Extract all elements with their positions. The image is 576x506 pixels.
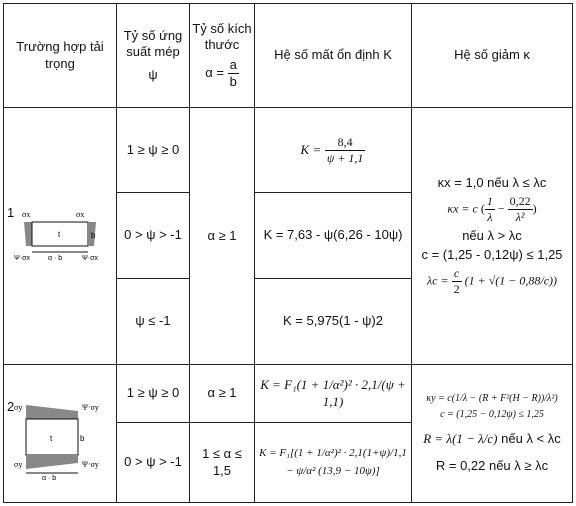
case2-label-t: t [50,434,53,443]
case1-k-2: K = 7,63 - ψ(6,26 - 10ψ) [255,193,412,279]
case1-psi-2: 0 > ψ > -1 [117,193,190,279]
case1-kappa-a-num: 1 [486,193,493,208]
case2-psi-2: 0 > ψ > -1 [117,423,190,503]
case1-stress-left [24,222,32,246]
case1-kappa-frac-a [485,194,495,225]
case1-kappa-line4: c = (1,25 - 0,12ψ) ≤ 1,25 [421,247,563,263]
case1-kappa-cell [412,108,573,365]
header-row [4,4,573,108]
header-buckling-factor: Hệ số mất ổn định K [255,4,412,108]
case1-kappa-prefix: κx = c [447,201,478,216]
case2-diagram-cell [4,365,117,503]
case1-kappa-line2: κx = c ( $\frac{1}{\lambda}$ − $\frac{0,22}{\text{λ²}}$ ) [447,193,537,224]
case1-lambda-body: (1 + √(1 − 0,88/c)) [464,273,558,288]
case1-k1-num: 8,4 [325,135,366,151]
case2-sigma-br: Ψ·σy [82,460,99,469]
case1-k-1 [255,108,412,193]
case1-label-t: t [58,230,61,239]
case1-lambda-frac [452,266,462,297]
case2-bottom-mid: α · b [42,475,57,481]
case1-lambda-den: 2 [453,282,460,297]
case1-kappa-b-den: λ² [515,209,525,224]
case1-k1-prefix: K = [300,141,322,157]
case2-r-condition: nếu λ < λc [501,431,561,447]
case1-diagram-cell [4,108,117,365]
case1-psi-1: 1 ≥ ψ ≥ 0 [117,108,190,193]
case2-number: 2 [7,399,15,414]
case2-sigma-tl: σy [14,403,23,412]
case1-bottom-left: Ψ·σx [14,255,30,262]
case1-psi-3: ψ ≤ -1 [117,279,190,365]
case1-lambda-num: c [452,266,462,282]
case1-label-b: b [91,231,96,240]
case1-lambda-prefix: λc = [426,273,449,288]
header-stress-ratio [117,4,190,108]
case1-load-diagram [14,208,114,268]
case2-k-2 [255,423,412,503]
case1-kappa-line5 [412,266,572,297]
case2-kappa-line2: c = (1,25 − 0,12ψ) ≤ 1,25 [440,408,544,420]
case1-kappa-line3: nếu λ > λc [462,227,522,243]
case2-k2-line1: K = F₁[(1 + 1/α²)² · 2,1(1+ψ)/1,1 [259,446,407,459]
header-reduction-factor: Hệ số giảm κ [412,4,573,108]
alpha-numerator: a [228,57,239,74]
case1-kappa-frac-b [508,194,533,225]
case2-k-1: K = F₁(1 + 1/α²)² · 2,1/(ψ + 1,1) [255,365,412,423]
case2-row1 [4,365,573,423]
case1-kappa-b-num: 0,22 [509,193,531,208]
case1-bottom-mid: α · b [48,255,63,262]
header-aspect-ratio [190,4,255,108]
case2-label-b: b [80,434,85,443]
case1-sigma-right: σx [76,210,85,219]
case2-r-formula: R = λ(1 − λ/c) [423,431,498,447]
case1-sigma-left: σx [22,210,31,219]
header-psi-symbol: ψ [148,66,158,82]
case2-stress-bottom [26,455,78,469]
case2-sigma-tr: Ψ·σy [82,403,99,412]
case2-kappa-line1: κy = c(1/λ − (R + F²(H − R))/λ²) [426,393,558,405]
case1-kappa-minus: − [497,201,505,216]
case1-row1 [4,108,573,193]
case2-stress-top [26,405,78,419]
case2-kappa-cell [412,365,573,503]
header-load-case: Trường hợp tải trọng [4,4,117,108]
case1-alpha: α ≥ 1 [190,108,255,365]
case1-k1-fraction [325,135,366,166]
case1-kappa-line1: κx = 1,0 nếu λ ≤ λc [437,174,547,190]
alpha-denominator: b [229,74,237,90]
case2-alpha-1: α ≥ 1 [190,365,255,423]
case2-kappa-line4: R = 0,22 nếu λ ≥ λc [435,457,549,473]
case2-kappa-line3 [412,431,572,447]
case1-number: 1 [7,205,15,220]
header-aspect-ratio-text: Tỷ số kích thước [192,20,252,52]
header-stress-ratio-text: Tỷ số ứng suất mép [123,28,183,60]
alpha-fraction [228,57,239,91]
case2-load-diagram [8,401,112,481]
case1-k1-den: ψ + 1,1 [326,150,364,165]
case2-alpha-2 [190,423,255,503]
case2-alpha-line1: 1 ≤ α ≤ [202,446,242,462]
case2-sigma-bl: σy [14,460,23,469]
header-alpha-formula [190,57,254,91]
case2-alpha-line2: 1,5 [212,462,232,478]
case1-bottom-right: Ψ·σx [82,255,98,262]
alpha-label: α = [205,65,224,81]
case1-k-3: K = 5,975(1 - ψ)2 [255,279,412,365]
case1-kappa-a-den: λ [487,209,493,224]
case2-k2-line2: − ψ/α² (13,9 − 10ψ)] [286,464,380,477]
case2-psi-1: 1 ≥ ψ ≥ 0 [117,365,190,423]
stability-table [3,3,573,503]
